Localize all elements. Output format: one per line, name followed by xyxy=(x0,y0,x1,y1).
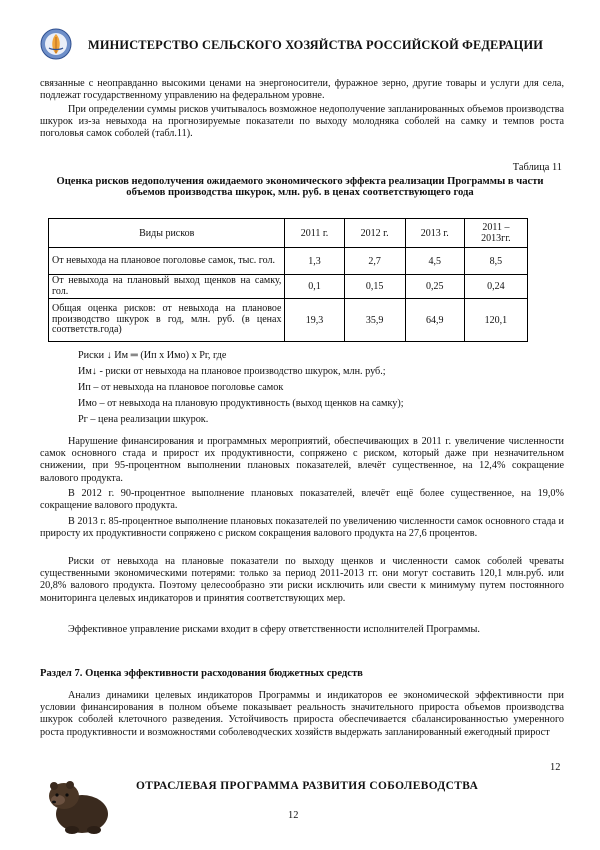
formula-definition: Имо – от невыхода на плановую продуктивность (выход щенков на самку); xyxy=(78,398,404,409)
section-heading: Раздел 7. Оценка эффективности расходования бюджетных средств xyxy=(40,668,363,679)
table-cell: 0,25 xyxy=(405,275,464,299)
body-paragraph-1: Нарушение финансирования и программных мероприятий, обеспечивающих в 2011 г. увеличение численности самок основного стада и прирост их продуктивности, сопряжено с риском, который даже при незначительном снижении, при 95-процентном выполнении плановых показателей, влечёт существенное, на 12,4% сокращение валового продукта. xyxy=(40,436,564,484)
table-header-cell: 2011 г. xyxy=(285,219,344,248)
table-header-cell: 2011 – 2013гг. xyxy=(464,219,527,248)
body-paragraph-2: В 2012 г. 90-процентное выполнение плановых показателей, влечёт ещё более существенное, на 19,0% сокращение валового продукта. xyxy=(40,488,564,512)
table-cell: 4,5 xyxy=(405,248,464,275)
sable-photo-icon xyxy=(42,770,116,836)
table-header-cell: Виды рисков xyxy=(49,219,285,248)
ministry-title: МИНИСТЕРСТВО СЕЛЬСКОГО ХОЗЯЙСТВА РОССИЙСКОЙ ФЕДЕРАЦИИ xyxy=(88,38,544,52)
row-label: От невыхода на плановое поголовье самок, тыс. гол. xyxy=(49,248,285,275)
table-cell: 120,1 xyxy=(464,299,527,342)
table-cell: 2,7 xyxy=(344,248,405,275)
table-row xyxy=(49,248,528,275)
table-row xyxy=(49,299,528,342)
table-header-cell: 2013 г. xyxy=(405,219,464,248)
table-cell: 0,1 xyxy=(285,275,344,299)
table-row xyxy=(49,275,528,299)
body-paragraph-4: Риски от невыхода на плановые показатели по выходу щенков и численности самок соболей чреваты существенными экономическими потерями: только за период 2011-2013 гг. они могут составить 120,1 млн.руб. или 20,8% валового продукта. Поэтому целесообразно эти риски исключить или свести к минимуму путем постоянного мониторинга целевых индикаторов и принятия соответствующих мер. xyxy=(40,556,564,604)
page-number: 12 xyxy=(550,762,561,773)
table-cell: 19,3 xyxy=(285,299,344,342)
formula-definition: Ип – от невыхода на плановое поголовье самок xyxy=(78,382,284,393)
table-cell: 0,24 xyxy=(464,275,527,299)
intro-paragraph-1: связанные с неоправданно высокими ценами на энергоносители, фуражное зерно, другие товары и услуги для села, подлежат государственному управлению на федеральном уровне. xyxy=(40,78,564,102)
table-header-cell: 2012 г. xyxy=(344,219,405,248)
table-title: Оценка рисков недополучения ожидаемого экономического эффекта реализации Программы в части объемов производства шкурок, млн. руб. в ценах соответствующего года xyxy=(56,176,544,198)
ministry-emblem-icon xyxy=(40,28,72,60)
table-header-row xyxy=(49,219,528,248)
table-cell: 0,15 xyxy=(344,275,405,299)
table-cell: 64,9 xyxy=(405,299,464,342)
formula-definition: Рг – цена реализации шкурок. xyxy=(78,414,209,425)
program-title: ОТРАСЛЕВАЯ ПРОГРАММА РАЗВИТИЯ СОБОЛЕВОДСТВА xyxy=(136,780,479,792)
body-paragraph-5: Эффективное управление рисками входит в сферу ответственности исполнителей Программы. xyxy=(68,624,480,635)
table-cell: 35,9 xyxy=(344,299,405,342)
formula-definition: Им↓ - риски от невыхода на плановое производство шкурок, млн. руб.; xyxy=(78,366,386,377)
table-cell: 8,5 xyxy=(464,248,527,275)
body-paragraph-3: В 2013 г. 85-процентное выполнение плановых показателей по увеличению численности самок основного стада и приросту их продуктивности сопряжено с риском сокращения валового продукта на 27,6 процентов. xyxy=(40,516,564,540)
risk-table xyxy=(48,218,528,342)
row-label: От невыхода на плановый выход щенков на самку, гол. xyxy=(49,275,285,299)
intro-paragraph-2: При определении суммы рисков учитывалось возможное недополучение запланированных объемов производства шкурок из-за невыхода на прогнозируемые показатели по выходу молодняка соболей на самку и темпов роста поголовья самок соболей (табл.11). xyxy=(40,104,564,140)
page-number: 12 xyxy=(288,810,299,821)
table-cell: 1,3 xyxy=(285,248,344,275)
page-header xyxy=(40,28,570,62)
table-caption: Таблица 11 xyxy=(512,162,562,173)
row-label: Общая оценка рисков: от невыхода на плановое производство шкурок в год, млн. руб. (в ценах соответств.года) xyxy=(49,299,285,342)
formula-line: Риски ↓ Им ═ (Ип х Имо) х Рг, где xyxy=(78,350,227,361)
section-paragraph: Анализ динамики целевых индикаторов Программы и индикаторов ее экономической эффективности при условии финансирования в полном объеме показывает реальность значительного прироста объемов производства шкурок соболей клеточного разведения. Устойчивость прироста обеспечивается сбалансированностью умеренного роста продуктивности и возможностями соболеводческих хозяйств выдержать запланированный ежегодный прирост xyxy=(40,690,564,738)
